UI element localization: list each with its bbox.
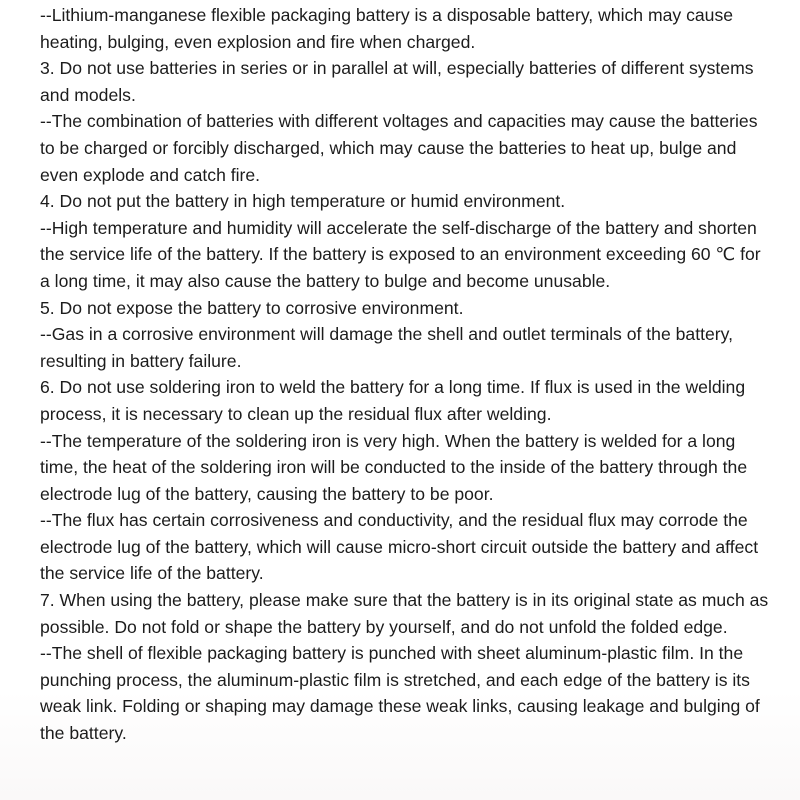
paragraph-charging-warning-detail: --Lithium-manganese flexible packaging battery is a disposable battery, which may cause heating, bulging, even explosion and fire when charged. xyxy=(40,5,734,52)
battery-safety-text xyxy=(40,2,770,747)
paragraph-rule-7: 7. When using the battery, please make sure that the battery is in its original state as much as possible. Do not fold or shape the battery by yourself, and do not unfold the folded edge. xyxy=(40,590,769,637)
paragraph-rule-6-detail-flux: --The flux has certain corrosiveness and conductivity, and the residual flux may corrode the electrode lug of the battery, which will cause micro-short circuit outside the battery and affect the service life of the battery. xyxy=(40,510,759,584)
paragraph-rule-6: 6. Do not use soldering iron to weld the battery for a long time. If flux is used in the welding process, it is necessary to clean up the residual flux after welding. xyxy=(40,377,746,424)
paragraph-rule-7-detail: --The shell of flexible packaging battery is punched with sheet aluminum-plastic film. In the punching process, the aluminum-plastic film is stretched, and each edge of the battery is its weak link. Folding or shaping may damage these weak links, causing leakage and bulging of the battery. xyxy=(40,643,760,744)
paragraph-rule-5-detail: --Gas in a corrosive environment will damage the shell and outlet terminals of the battery, resulting in battery failure. xyxy=(40,324,734,371)
paragraph-rule-4: 4. Do not put the battery in high temperature or humid environment. xyxy=(40,191,566,212)
paragraph-rule-4-detail: --High temperature and humidity will accelerate the self-discharge of the battery and shorten the service life of the battery. If the battery is exposed to an environment exceeding 60 ℃ for a long time, it may also cause the battery to bulge and become unusable. xyxy=(40,217,761,291)
paragraph-rule-5: 5. Do not expose the battery to corrosive environment. xyxy=(40,297,464,318)
paragraph-rule-3-detail: --The combination of batteries with different voltages and capacities may cause the batteries to be charged or forcibly discharged, which may cause the batteries to heat up, bulge and even explode and catch fire. xyxy=(40,111,758,185)
paragraph-rule-3: 3. Do not use batteries in series or in parallel at will, especially batteries of different systems and models. xyxy=(40,58,754,105)
paragraph-rule-6-detail-heat: --The temperature of the soldering iron is very high. When the battery is welded for a long time, the heat of the soldering iron will be conducted to the inside of the battery through the electrode lug of the battery, causing the battery to be poor. xyxy=(40,430,748,504)
